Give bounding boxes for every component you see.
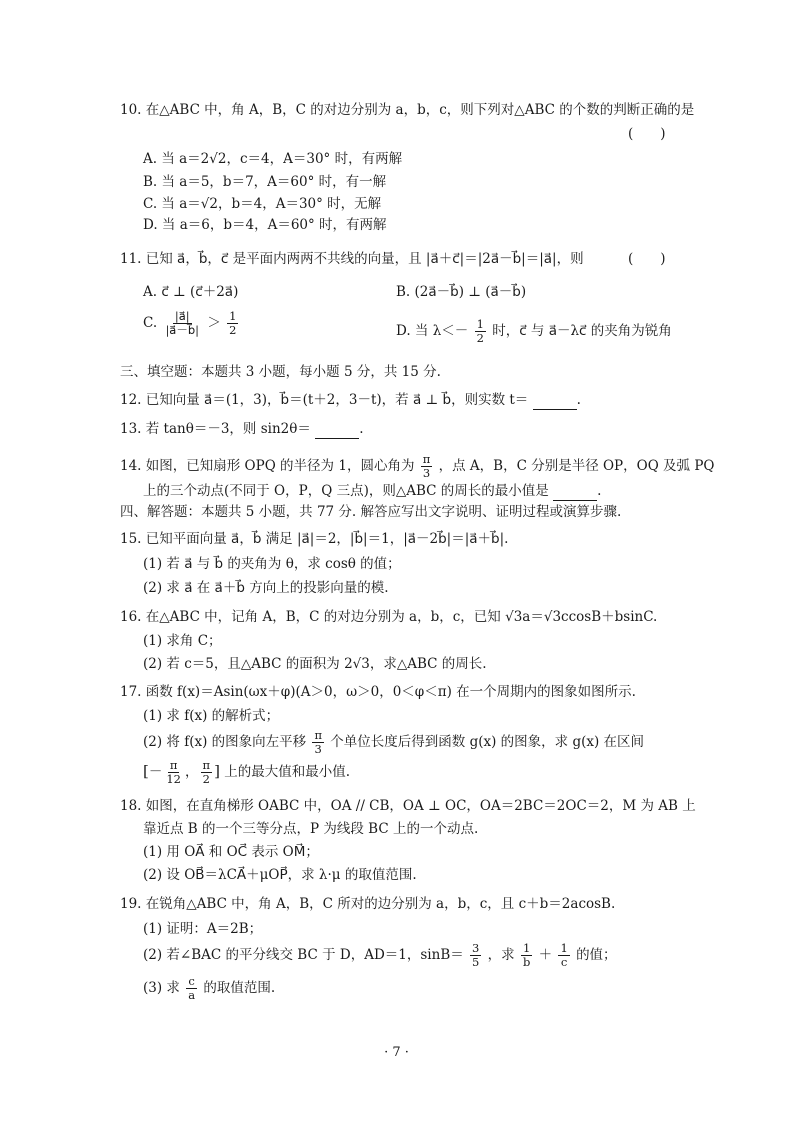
q11-option-c: [143, 310, 240, 337]
q14-pre: 14. 如图，已知扇形 OPQ 的半径为 1，圆心角为: [120, 458, 415, 474]
frac-numerator: 1: [476, 317, 484, 331]
answer-blank[interactable]: [533, 391, 577, 410]
interval-minus: －: [148, 764, 163, 780]
q10-answer-bracket: ( ): [628, 126, 666, 142]
q14-line2-text: 上的三个动点(不同于 O，P，Q 三点)，则△ABC 的周长的最小值是: [143, 483, 549, 499]
interval-left-bracket: [: [143, 762, 149, 780]
q17-part-2-end: 上的最大值和最小值.: [224, 764, 351, 780]
q12-end: .: [576, 392, 581, 408]
q11-stem: 11. 已知 a⃗，b⃗，c⃗ 是平面内两两不共线的向量，且 |a⃗＋c⃗|＝|2a⃗－b⃗|＝|a⃗|，则: [120, 251, 584, 267]
frac-denominator: 2: [476, 331, 484, 345]
q10-option-a: A. 当 a＝2√2，c＝4，A＝30° 时，有两解: [143, 151, 403, 167]
q19-part-3-pre: (3) 求: [143, 980, 180, 996]
q13-stem: [120, 420, 363, 439]
frac-denominator: 2: [229, 323, 237, 337]
frac-denominator: 3: [314, 742, 322, 756]
q19-part-2-pre: (2) 若∠BAC 的平分线交 BC 于 D，AD＝1，sinB＝: [143, 947, 464, 963]
q11-option-a: A. c⃗ ⊥ (c⃗＋2a⃗): [143, 284, 239, 300]
frac-numerator: 1: [522, 941, 531, 955]
q17-stem: 17. 函数 f(x)＝Asin(ωx＋φ)(A＞0，ω＞0，0＜φ＜π) 在一个周期内的图象如图所示.: [120, 684, 636, 700]
frac-denominator: c: [560, 955, 568, 969]
q11-option-c-label: C.: [143, 315, 158, 331]
frac-denominator: 12: [166, 772, 181, 786]
answer-blank[interactable]: [553, 482, 597, 501]
q17-part-2: [143, 729, 644, 756]
q12-text: 12. 已知向量 a⃗＝(1，3)，b⃗＝(t＋2，3－t)，若 a⃗ ⊥ b⃗，则实数 t＝: [120, 392, 529, 408]
interval-start-fraction: [164, 759, 183, 786]
q19-part-2: [143, 942, 617, 969]
q17-part-2-post: 个单位长度后得到函数 g(x) 的图象，求 g(x) 在区间: [330, 734, 645, 750]
q19-part-3-post: 的取值范围.: [203, 980, 276, 996]
q17-part-1: (1) 求 f(x) 的解析式；: [143, 708, 280, 724]
q11-option-b: B. (2a⃗－b⃗) ⊥ (a⃗－b⃗): [396, 284, 527, 300]
frac-numerator: 1: [560, 941, 568, 955]
q14-end: .: [597, 483, 602, 499]
q18-part-2: (2) 设 OB⃗＝λCA⃗＋μOP⃗，求 λ·μ 的取值范围.: [143, 867, 417, 883]
q16-stem: 16. 在△ABC 中，记角 A，B，C 的对边分别为 a，b，c，已知 √3a＝√3ccosB＋bsinC.: [120, 609, 658, 625]
q11-option-c-fraction: [163, 310, 201, 337]
q11-option-c-half: [227, 310, 238, 337]
q18-stem-line2: 靠近点 B 的一个三等分点，P 为线段 BC 上的一个动点.: [143, 821, 479, 837]
interval-comma: ，: [185, 764, 199, 780]
q15-part-1: (1) 若 a⃗ 与 b⃗ 的夹角为 θ，求 cosθ 的值；: [143, 556, 401, 572]
frac-denominator: 3: [422, 466, 431, 480]
q19-part-3: [143, 975, 275, 1002]
q18-part-1: (1) 用 OA⃗ 和 OC⃗ 表示 OM⃗；: [143, 844, 319, 860]
q17-shift-fraction: [312, 729, 324, 756]
section-4-heading: 四、解答题：本题共 5 小题，共 77 分. 解答应写出文字说明、证明过程或演算步骤.: [120, 504, 622, 520]
frac-numerator: π: [169, 758, 178, 772]
q17-part-2-interval: [143, 759, 350, 786]
frac-denominator: 5: [472, 955, 480, 969]
frac-numerator: 3: [472, 941, 480, 955]
q18-stem: 18. 如图，在直角梯形 OABC 中，OA // CB，OA ⊥ OC，OA＝2BC＝2OC＝2，M 为 AB 上: [120, 798, 696, 814]
q14-angle-fraction: [421, 453, 433, 480]
sinb-fraction: [470, 942, 481, 969]
frac-numerator: π: [422, 452, 431, 466]
q19-part-2-post: 的值；: [576, 947, 617, 963]
section-3-heading: 三、填空题：本题共 3 小题，每小题 5 分，共 15 分.: [120, 364, 441, 380]
q16-part-2: (2) 若 c＝5，且△ABC 的面积为 2√3，求△ABC 的周长.: [143, 656, 487, 672]
page-number: · 7 ·: [384, 1045, 409, 1060]
q15-part-2: (2) 求 a⃗ 在 a⃗＋b⃗ 方向上的投影向量的模.: [143, 580, 389, 596]
q11-option-d-pre: D. 当 λ＜－: [396, 323, 469, 339]
answer-blank[interactable]: [315, 420, 359, 439]
q10-option-d: D. 当 a＝6，b＝4，A＝60° 时，有两解: [143, 217, 387, 233]
q14-stem: [120, 453, 715, 480]
q11-answer-bracket: ( ): [628, 251, 666, 267]
frac-denominator: b: [522, 955, 531, 969]
q14-post: ，点 A，B，C 分别是半径 OP，OQ 及弧 PQ: [438, 458, 715, 474]
q12-stem: [120, 391, 581, 410]
q11-option-d-fraction: [475, 318, 486, 345]
q11-option-c-relation: ＞: [207, 315, 221, 331]
q17-part-2-pre: (2) 将 f(x) 的图象向左平移: [143, 734, 307, 750]
q19-part-1: (1) 证明：A＝2B；: [143, 921, 263, 937]
q16-part-1: (1) 求角 C；: [143, 633, 222, 649]
q19-stem: 19. 在锐角△ABC 中，角 A，B，C 所对的边分别为 a，b，c，且 c＋b＝2acosB.: [120, 896, 616, 912]
c-over-a-fraction: [186, 975, 197, 1002]
frac-numerator: 1: [229, 309, 237, 323]
frac-denominator: |a⃗－b⃗|: [165, 323, 200, 337]
frac-numerator: c: [188, 974, 195, 988]
one-over-c-fraction: [558, 942, 569, 969]
one-over-b-fraction: [521, 942, 532, 969]
interval-end-fraction: [201, 759, 213, 786]
interval-right-bracket: ]: [214, 762, 220, 780]
q15-stem: 15. 已知平面向量 a⃗，b⃗ 满足 |a⃗|＝2，|b⃗|＝1，|a⃗－2b⃗|＝|a⃗＋b⃗|.: [120, 531, 509, 547]
q10-option-b: B. 当 a＝5，b＝7，A＝60° 时，有一解: [143, 174, 387, 190]
q19-plus: ＋: [538, 947, 553, 963]
q10-stem: 10. 在△ABC 中，角 A，B，C 的对边分别为 a，b，c，则下列对△ABC 的个数的判断正确的是: [120, 102, 695, 118]
q19-part-2-mid: ，求: [487, 947, 515, 963]
q10-option-c: C. 当 a＝√2，b＝4，A＝30° 时，无解: [143, 196, 382, 212]
q13-text: 13. 若 tanθ＝－3，则 sin2θ＝: [120, 421, 311, 437]
frac-numerator: π: [202, 758, 211, 772]
frac-denominator: 2: [202, 772, 210, 786]
frac-denominator: a: [188, 988, 196, 1002]
q14-line2: [143, 482, 601, 501]
frac-numerator: |a⃗|: [174, 309, 190, 323]
q13-end: .: [359, 421, 364, 437]
q11-option-d-post: 时，c⃗ 与 a⃗－λc⃗ 的夹角为锐角: [492, 323, 672, 339]
frac-numerator: π: [314, 728, 322, 742]
q11-option-d: [396, 318, 672, 345]
